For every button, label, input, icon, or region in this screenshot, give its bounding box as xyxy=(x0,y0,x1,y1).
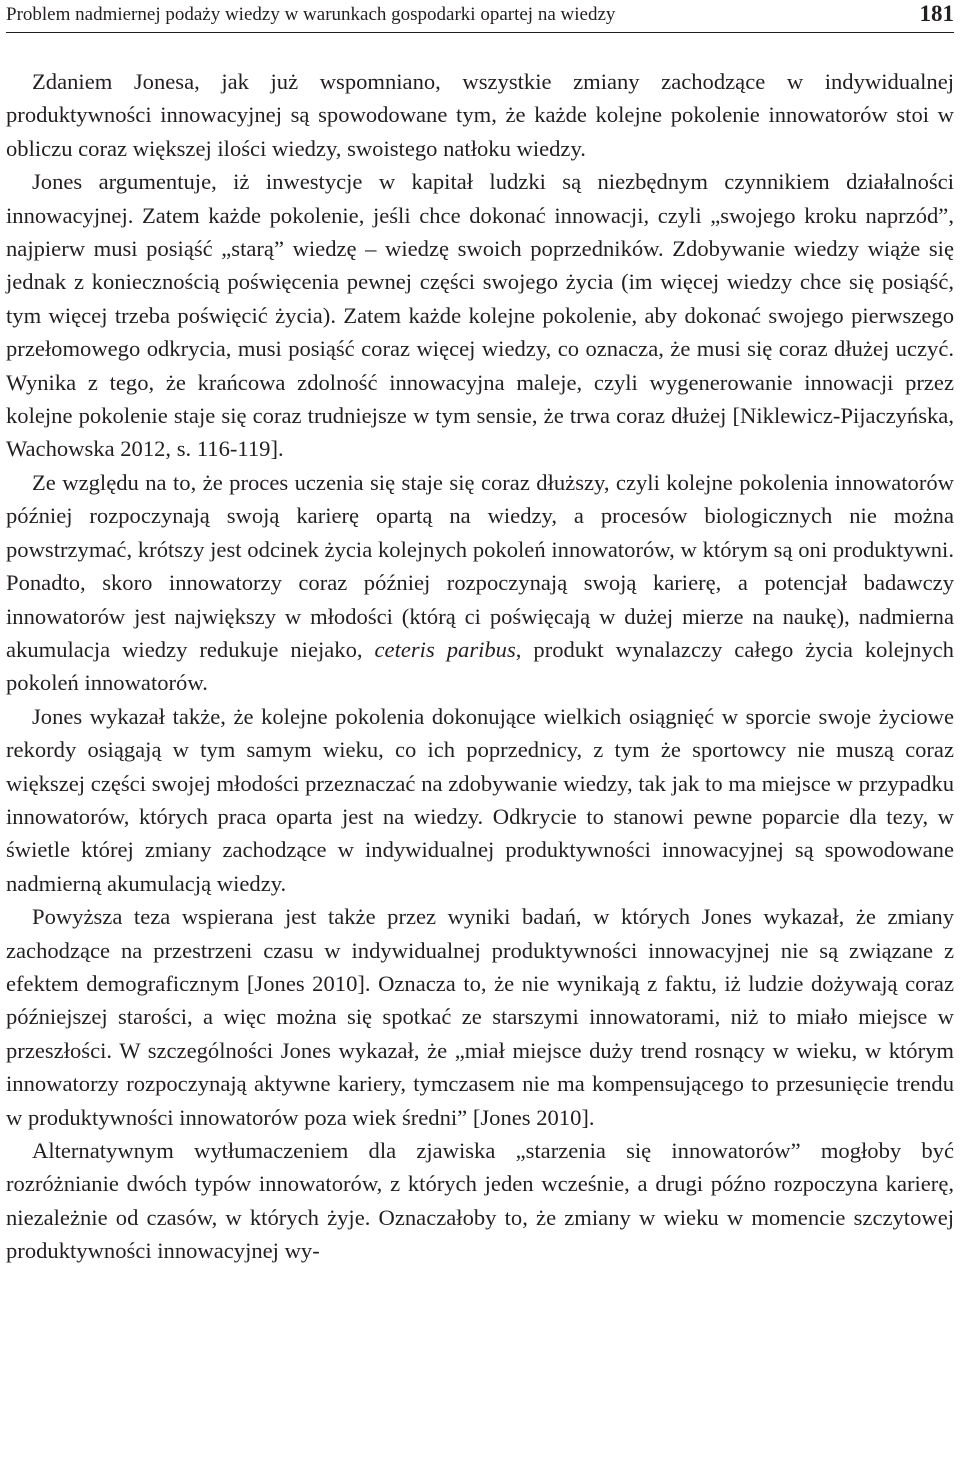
latin-phrase-italic: ceteris paribus xyxy=(374,636,516,662)
paragraph-3-text-after-italic: , produkt wynalazczy całego życia kolejnych pokoleń innowatorów. xyxy=(6,636,954,696)
running-title: Problem nadmiernej podaży wiedzy w warunkach gospodarki opartej na wiedzy xyxy=(6,4,616,25)
paragraph-5: Powyższa teza wspierana jest także przez wyniki badań, w których Jones wykazał, że zmiany zachodzące na przestrzeni czasu w indywidualnej produktywności innowacyjnej nie są związane z efektem demograficznym [Jones 2010]. Oznacza to, że nie wynikają z faktu, iż ludzie dożywają coraz późniejszej starości, a więc można się spotkać ze starszymi innowatorami, niż to miało miejsce w przeszłości. W szczególności Jones wykazał, że „miał miejsce duży trend rosnący w wieku, w którym innowatorzy rozpoczynają aktywne kariery, tymczasem nie ma kompensującego to przesunięcie trendu w produktywności innowatorów poza wiek średni” [Jones 2010]. xyxy=(6,904,954,1130)
paragraph-3-text-before-italic: Ze względu na to, że proces uczenia się staje się coraz dłuższy, czyli kolejne pokolenia innowatorów później rozpoczynają swoją karierę opartą na wiedzy, a procesów biologicznych nie można powstrzymać, krótszy jest odcinek życia kolejnych pokoleń innowatorów, w którym są oni produktywni. Ponadto, skoro innowatorzy coraz później rozpoczynają swoją karierę, a potencjał badawczy innowatorów jest największy w młodości (którą ci poświęcają w dużej mierze na naukę), nadmierna akumulacja wiedzy redukuje niejako, xyxy=(6,469,954,662)
paragraph-6: Alternatywnym wytłumaczeniem dla zjawiska „starzenia się innowatorów” mogłoby być rozróżnianie dwóch typów innowatorów, z których jeden wcześnie, a drugi późno rozpoczyna karierę, niezależnie od czasów, w których żyje. Oznaczałoby to, że zmiany w wieku w momencie szczytowej produktywności innowacyjnej wy- xyxy=(6,1138,954,1264)
body-text xyxy=(6,65,954,1268)
paragraph-2: Jones argumentuje, iż inwestycje w kapitał ludzki są niezbędnym czynnikiem działalności innowacyjnej. Zatem każde pokolenie, jeśli chce dokonać innowacji, czyli „swojego kroku naprzód”, najpierw musi posiąść „starą” wiedzę – wiedzę swoich poprzedników. Zdobywanie wiedzy wiąże się jednak z koniecznością poświęcenia pewnej części swojego życia (im więcej wiedzy chce się posiąść, tym więcej trzeba poświęcić życia). Zatem każde kolejne pokolenie, aby dokonać swojego pierwszego przełomowego odkrycia, musi posiąść coraz więcej wiedzy, co oznacza, że musi się coraz dłużej uczyć. Wynika z tego, że krańcowa zdolność innowacyjna maleje, czyli wygenerowanie innowacji przez kolejne pokolenie staje się coraz trudniejsze w tym sensie, że trwa coraz dłużej [Niklewicz-Pijaczyńska, Wachowska 2012, s. 116-119]. xyxy=(6,169,954,462)
paragraph-1: Zdaniem Jonesa, jak już wspomniano, wszystkie zmiany zachodzące w indywidualnej produktywności innowacyjnej są spowodowane tym, że każde kolejne pokolenie innowatorów stoi w obliczu coraz większej ilości wiedzy, swoistego natłoku wiedzy. xyxy=(6,69,954,161)
running-header xyxy=(6,0,954,33)
paragraph-4: Jones wykazał także, że kolejne pokolenia dokonujące wielkich osiągnięć w sporcie swoje życiowe rekordy osiągają w tym samym wieku, co ich poprzednicy, z tym że sportowcy nie muszą coraz większej części swojej młodości przeznaczać na zdobywanie wiedzy, tak jak to ma miejsce w przypadku innowatorów, których praca oparta jest na wiedzy. Odkrycie to stanowi pewne poparcie dla tezy, w świetle której zmiany zachodzące w indywidualnej produktywności innowacyjnej są spowodowane nadmierną akumulacją wiedzy. xyxy=(6,703,954,896)
paragraph-3 xyxy=(6,466,954,700)
page-number: 181 xyxy=(919,1,954,26)
